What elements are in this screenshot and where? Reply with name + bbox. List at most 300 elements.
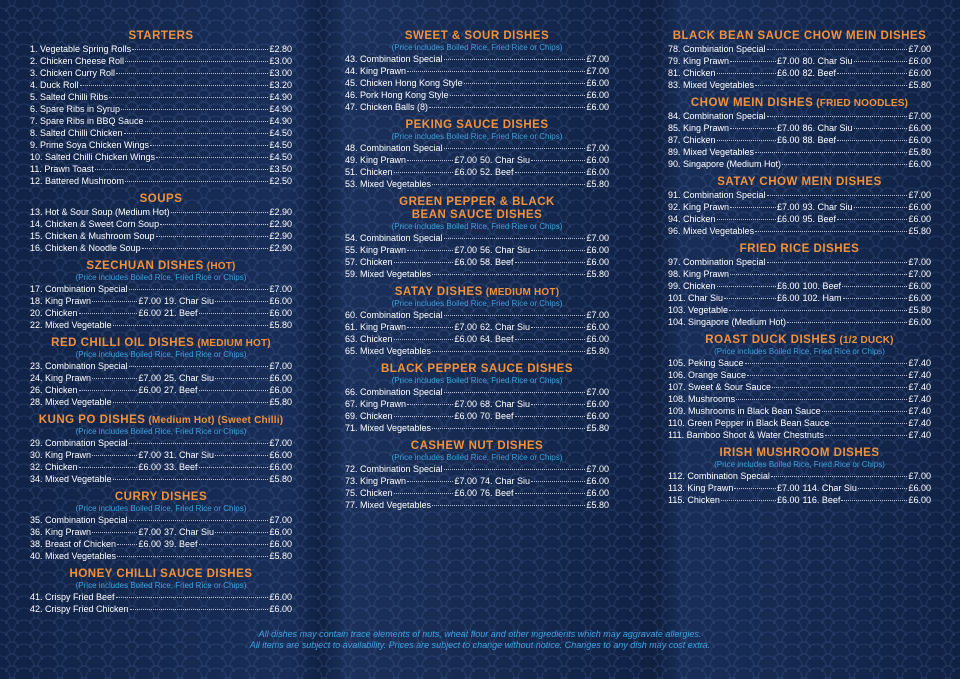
dot-leader: [854, 61, 908, 62]
menu-item-right: [161, 372, 292, 384]
item-price: £7.00: [586, 310, 609, 320]
item-name: 116. Beef: [802, 495, 841, 505]
dot-leader: [745, 363, 908, 364]
item-name: 58. Beef: [480, 257, 514, 267]
item-price: £7.00: [138, 296, 161, 306]
dot-leader: [767, 195, 908, 196]
dot-leader: [515, 493, 586, 494]
dot-leader: [825, 435, 908, 436]
item-name: 60. Combination Special: [345, 310, 443, 320]
item-name: 8. Salted Chilli Chicken: [30, 128, 123, 138]
dot-leader: [92, 455, 137, 456]
item-name: 15. Chicken & Mushroom Soup: [30, 231, 155, 241]
menu-item-right: [477, 154, 609, 166]
menu-section: [30, 260, 292, 331]
dot-leader: [129, 520, 269, 521]
item-name: 44. King Prawn: [345, 66, 407, 76]
menu-item-right: [161, 538, 292, 550]
item-name: 94. Chicken: [668, 214, 716, 224]
menu-section: [30, 568, 292, 615]
menu-item: [30, 514, 292, 526]
item-price: £7.40: [908, 358, 931, 368]
item-name: 104. Singapore (Medium Hot): [668, 317, 787, 327]
menu-section: [345, 363, 609, 434]
menu-item: [30, 218, 292, 230]
item-name: 54. Combination Special: [345, 233, 443, 243]
item-price: £7.00: [586, 464, 609, 474]
item-name: 57. Chicken: [345, 257, 393, 267]
item-price: £7.00: [269, 515, 292, 525]
item-price: £7.40: [908, 430, 931, 440]
menu-item: [345, 65, 609, 77]
item-name: 99. Chicken: [668, 281, 716, 291]
menu-item-right: [477, 410, 609, 422]
menu-item-right: [477, 244, 609, 256]
dot-leader: [215, 455, 268, 456]
menu-item-left: [30, 538, 161, 550]
item-price: £6.00: [269, 450, 292, 460]
item-name: 96. Mixed Vegetables: [668, 226, 755, 236]
menu-item: [30, 151, 292, 163]
menu-section: [30, 30, 292, 187]
section-title: [668, 334, 931, 347]
menu-item-right: [161, 526, 292, 538]
section-title-text: GREEN PEPPER & BLACK: [399, 196, 555, 208]
menu-item: [345, 345, 609, 357]
menu-section: [668, 176, 931, 237]
item-price: £7.00: [908, 44, 931, 54]
item-price: £5.80: [586, 346, 609, 356]
item-name: 77. Mixed Vegetables: [345, 500, 432, 510]
item-name: 64. Beef: [480, 334, 514, 344]
dot-leader: [129, 366, 269, 367]
item-name: 83. Mixed Vegetables: [668, 80, 755, 90]
menu-item-left: [30, 449, 161, 461]
menu-section: [345, 196, 609, 280]
item-name: 26. Chicken: [30, 385, 78, 395]
item-name: 100. Beef: [802, 281, 842, 291]
item-price: £6.00: [776, 495, 800, 505]
menu-item: [345, 89, 609, 101]
section-title: [30, 260, 292, 273]
item-name: 81. Chicken: [668, 68, 716, 78]
dot-leader: [843, 298, 908, 299]
menu-item: [345, 244, 609, 256]
item-price: £6.00: [776, 135, 800, 145]
section-title: [668, 176, 931, 189]
item-name: 74. Char Siu: [480, 476, 531, 486]
item-price: £6.00: [269, 385, 292, 395]
dot-leader: [854, 128, 908, 129]
item-name: 23. Combination Special: [30, 361, 128, 371]
menu-item-right: [800, 213, 932, 225]
section-title: [345, 119, 609, 132]
item-price: £2.90: [269, 243, 292, 253]
item-name: 43. Combination Special: [345, 54, 443, 64]
dot-leader: [145, 121, 269, 122]
dot-leader: [432, 428, 585, 429]
dot-leader: [787, 322, 907, 323]
item-price: £2.90: [269, 207, 292, 217]
item-price: £7.00: [138, 450, 161, 460]
item-price: £7.00: [454, 322, 477, 332]
dot-leader: [199, 544, 269, 545]
menu-item: [668, 146, 931, 158]
dot-leader: [79, 313, 138, 314]
item-name: 66. Combination Special: [345, 387, 443, 397]
dot-leader: [755, 85, 907, 86]
item-price: £7.00: [138, 527, 161, 537]
menu-item: [30, 115, 292, 127]
dot-leader: [407, 327, 453, 328]
menu-item: [668, 429, 931, 441]
item-name: 90. Singapore (Medium Hot): [668, 159, 782, 169]
menu-item: [668, 225, 931, 237]
item-name: 112. Combination Special: [668, 471, 770, 481]
menu-item: [345, 309, 609, 321]
item-name: 65. Mixed Vegetables: [345, 346, 432, 356]
item-price: £6.00: [138, 385, 161, 395]
dot-leader: [842, 286, 907, 287]
menu-item: [30, 55, 292, 67]
dot-leader: [125, 181, 268, 182]
dot-leader: [432, 274, 585, 275]
menu-item: [345, 154, 609, 166]
item-price: £6.00: [586, 488, 609, 498]
menu-item: [30, 526, 292, 538]
item-name: 3. Chicken Curry Roll: [30, 68, 116, 78]
item-name: 113. King Prawn: [668, 483, 734, 493]
item-price: £6.00: [454, 257, 477, 267]
dot-leader: [117, 556, 268, 557]
section-title-text: BLACK BEAN SAUCE CHOW MEIN DISHES: [672, 30, 927, 42]
item-name: 2. Chicken Cheese Roll: [30, 56, 125, 66]
section-title: [30, 30, 292, 43]
item-price: £7.40: [908, 406, 931, 416]
item-price: £7.00: [908, 257, 931, 267]
item-price: £5.80: [586, 423, 609, 433]
item-name: 25. Char Siu: [164, 373, 215, 383]
allergy-note: All dishes may contain trace elements of nuts, wheat flour and other ingredients which may aggravate allergies.: [258, 629, 702, 639]
menu-item: [668, 357, 931, 369]
item-name: 13. Hot & Sour Soup (Medium Hot): [30, 207, 170, 217]
item-name: 31. Char Siu: [164, 450, 215, 460]
item-name: 92. King Prawn: [668, 202, 730, 212]
menu-item: [668, 470, 931, 482]
menu-item: [30, 550, 292, 562]
menu-item: [30, 139, 292, 151]
menu-item: [345, 410, 609, 422]
menu-item-left: [30, 307, 161, 319]
item-name: 39. Beef: [164, 539, 198, 549]
dot-leader: [121, 109, 268, 110]
item-price: £7.00: [269, 438, 292, 448]
menu-section: [30, 193, 292, 254]
menu-item: [668, 494, 931, 506]
item-price: £6.00: [586, 411, 609, 421]
dot-leader: [113, 402, 269, 403]
dot-leader: [721, 500, 776, 501]
dot-leader: [841, 500, 907, 501]
price-note: (Price includes Boiled Rice, Fried Rice or Chips): [75, 350, 247, 359]
menu-item-right: [800, 134, 932, 146]
menu-item-left: [345, 410, 477, 422]
section-title-text: ROAST DUCK DISHES: [705, 334, 837, 346]
menu-item-right: [477, 333, 609, 345]
item-name: 110. Green Pepper in Black Bean Sauce: [668, 418, 830, 428]
dot-leader: [407, 404, 453, 405]
menu-item: [668, 482, 931, 494]
section-title-line-2: [345, 209, 609, 222]
menu-item: [668, 213, 931, 225]
menu-item: [668, 280, 931, 292]
menu-item: [30, 372, 292, 384]
dot-leader: [394, 493, 454, 494]
dot-leader: [199, 313, 269, 314]
item-price: £6.00: [586, 399, 609, 409]
item-price: £4.90: [269, 92, 292, 102]
item-name: 36. King Prawn: [30, 527, 92, 537]
item-price: £3.50: [269, 164, 292, 174]
item-price: £2.90: [269, 231, 292, 241]
item-price: £5.80: [586, 179, 609, 189]
dot-leader: [730, 207, 776, 208]
section-title: [345, 196, 609, 209]
menu-item-left: [30, 372, 161, 384]
dot-leader: [215, 301, 268, 302]
item-price: £6.00: [586, 245, 609, 255]
item-price: £6.00: [138, 308, 161, 318]
item-price: £7.00: [586, 233, 609, 243]
menu-item: [668, 55, 931, 67]
menu-item: [668, 256, 931, 268]
item-price: £6.00: [454, 334, 477, 344]
item-price: £7.40: [908, 382, 931, 392]
dot-leader: [125, 61, 268, 62]
menu-item-right: [161, 384, 292, 396]
menu-item: [30, 163, 292, 175]
item-name: 47. Chicken Balls (8): [345, 102, 429, 112]
item-price: £4.90: [269, 104, 292, 114]
item-price: £7.00: [454, 476, 477, 486]
item-price: £5.80: [908, 147, 931, 157]
dot-leader: [92, 301, 137, 302]
dot-leader: [734, 488, 776, 489]
dot-leader: [531, 404, 585, 405]
item-name: 75. Chicken: [345, 488, 393, 498]
item-name: 53. Mixed Vegetables: [345, 179, 432, 189]
menu-item: [668, 268, 931, 280]
menu-item: [30, 230, 292, 242]
item-name: 7. Spare Ribs in BBQ Sauce: [30, 116, 144, 126]
item-price: £4.50: [269, 152, 292, 162]
dot-leader: [130, 609, 269, 610]
menu-item: [30, 449, 292, 461]
menu-item-left: [345, 166, 477, 178]
menu-column-1: [30, 30, 292, 621]
dot-leader: [432, 184, 585, 185]
menu-item: [30, 79, 292, 91]
dot-leader: [95, 169, 269, 170]
menu-item-right: [161, 295, 292, 307]
menu-item-right: [161, 461, 292, 473]
menu-item: [345, 333, 609, 345]
item-price: £5.80: [908, 305, 931, 315]
item-name: 4. Duck Roll: [30, 80, 79, 90]
menu-item: [345, 178, 609, 190]
item-price: £6.00: [908, 56, 931, 66]
menu-item: [30, 283, 292, 295]
item-name: 82. Beef: [802, 68, 837, 78]
item-name: 10. Salted Chilli Chicken Wings: [30, 152, 156, 162]
item-price: £6.00: [138, 462, 161, 472]
dot-leader: [394, 172, 454, 173]
section-title: [668, 447, 931, 460]
item-name: 115. Chicken: [668, 495, 720, 505]
item-name: 50. Char Siu: [480, 155, 531, 165]
section-title-text: CHOW MEIN DISHES: [690, 97, 814, 109]
dot-leader: [432, 351, 585, 352]
item-price: £6.00: [586, 102, 609, 112]
menu-item-left: [668, 213, 800, 225]
menu-item: [345, 386, 609, 398]
menu-item: [668, 189, 931, 201]
item-name: 51. Chicken: [345, 167, 393, 177]
menu-section: [345, 440, 609, 511]
menu-item-right: [800, 280, 932, 292]
price-note: (Price includes Boiled Rice, Fried Rice or Chips): [391, 453, 563, 462]
menu-item-right: [800, 122, 932, 134]
item-price: £6.00: [908, 293, 931, 303]
menu-item-left: [345, 475, 477, 487]
section-title: [30, 568, 292, 581]
item-price: £6.00: [908, 483, 931, 493]
item-price: £6.00: [908, 214, 931, 224]
item-name: 91. Combination Special: [668, 190, 766, 200]
section-title-text: SOUPS: [139, 193, 183, 205]
item-name: 22. Mixed Vegetable: [30, 320, 112, 330]
section-title: [30, 193, 292, 206]
dot-leader: [142, 248, 269, 249]
menu-item-left: [345, 321, 477, 333]
menu-item: [345, 53, 609, 65]
item-price: £6.00: [776, 281, 800, 291]
menu-item: [30, 295, 292, 307]
item-price: £7.00: [454, 399, 477, 409]
menu-column-2: [345, 30, 609, 517]
menu-item-left: [668, 122, 800, 134]
item-price: £6.00: [586, 322, 609, 332]
item-name: 30. King Prawn: [30, 450, 92, 460]
menu-item-left: [668, 67, 800, 79]
item-name: 97. Combination Special: [668, 257, 766, 267]
dot-leader: [429, 107, 585, 108]
dot-leader: [129, 289, 269, 290]
item-name: 114. Char Siu: [802, 483, 857, 493]
dot-leader: [116, 73, 268, 74]
menu-item: [668, 158, 931, 170]
menu-item: [30, 242, 292, 254]
menu-column-3: [668, 30, 931, 512]
dot-leader: [79, 390, 138, 391]
section-title-text: FRIED RICE DISHES: [739, 243, 860, 255]
dot-leader: [156, 236, 269, 237]
section-title-qualifier: (FRIED NOODLES): [813, 98, 909, 109]
menu-item-right: [477, 475, 609, 487]
dot-leader: [444, 238, 586, 239]
dot-leader: [717, 73, 776, 74]
dot-leader: [730, 274, 907, 275]
item-price: £6.00: [138, 539, 161, 549]
dot-leader: [124, 133, 269, 134]
menu-item: [668, 316, 931, 328]
menu-item: [668, 43, 931, 55]
item-name: 72. Combination Special: [345, 464, 443, 474]
dot-leader: [736, 399, 907, 400]
dot-leader: [531, 481, 585, 482]
item-name: 40. Mixed Vegetables: [30, 551, 117, 561]
dot-leader: [215, 532, 268, 533]
section-title: [30, 414, 292, 427]
menu-item: [668, 304, 931, 316]
item-price: £7.00: [586, 143, 609, 153]
item-price: £3.00: [269, 68, 292, 78]
menu-item: [668, 134, 931, 146]
item-name: 61. King Prawn: [345, 322, 407, 332]
dot-leader: [117, 544, 137, 545]
dot-leader: [444, 148, 586, 149]
item-price: £7.00: [586, 66, 609, 76]
dot-leader: [531, 250, 585, 251]
menu-section: [668, 243, 931, 328]
dot-leader: [444, 315, 586, 316]
dot-leader: [116, 597, 269, 598]
item-price: £6.00: [908, 123, 931, 133]
item-price: £4.50: [269, 128, 292, 138]
dot-leader: [854, 207, 908, 208]
menu-item: [345, 77, 609, 89]
dot-leader: [394, 262, 454, 263]
item-price: £6.00: [586, 334, 609, 344]
menu-section: [668, 97, 931, 170]
item-price: £6.00: [908, 68, 931, 78]
menu-item-right: [161, 449, 292, 461]
item-price: £7.40: [908, 394, 931, 404]
menu-item: [345, 398, 609, 410]
menu-item-left: [30, 461, 161, 473]
item-name: 32. Chicken: [30, 462, 78, 472]
menu-item-left: [345, 256, 477, 268]
price-note: (Price includes Boiled Rice, Fried Rice or Chips): [714, 460, 885, 469]
item-name: 106. Orange Sauce: [668, 370, 747, 380]
menu-item: [668, 292, 931, 304]
dot-leader: [394, 339, 454, 340]
menu-section: [30, 491, 292, 562]
menu-item: [668, 369, 931, 381]
menu-section: [668, 30, 931, 91]
item-name: 76. Beef: [480, 488, 514, 498]
item-price: £6.00: [776, 293, 800, 303]
dot-leader: [394, 416, 454, 417]
item-price: £6.00: [776, 214, 800, 224]
menu-item-left: [668, 55, 800, 67]
dot-leader: [730, 61, 776, 62]
item-price: £7.00: [776, 123, 800, 133]
item-price: £5.80: [269, 474, 292, 484]
section-title-text: RED CHILLI OIL DISHES: [51, 337, 195, 349]
item-price: £5.80: [586, 500, 609, 510]
menu-item-right: [161, 307, 292, 319]
